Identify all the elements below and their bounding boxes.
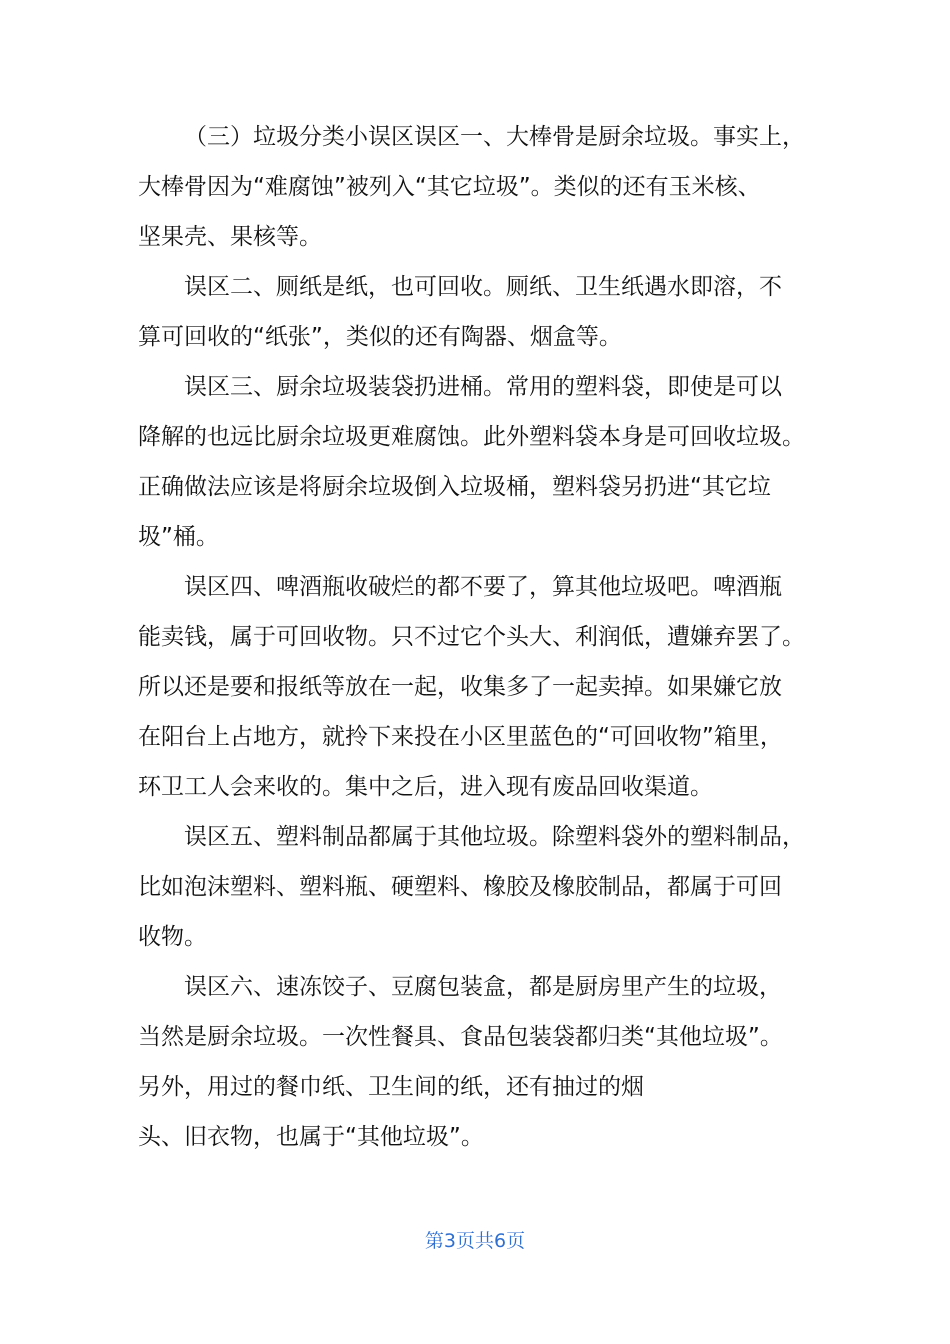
text-line: 误区六、速冻饺子、豆腐包装盒，都是厨房里产生的垃圾， bbox=[184, 974, 782, 1000]
text-line: 环卫工人会来收的。集中之后，进入现有废品回收渠道。 bbox=[138, 774, 713, 800]
text-line: 大棒骨因为“难腐蚀”被列入“其它垃圾”。类似的还有玉米核、 bbox=[138, 174, 761, 200]
text-line: 正确做法应该是将厨余垃圾倒入垃圾桶，塑料袋另扔进“其它垃 bbox=[138, 474, 771, 500]
paragraph-misconception-3 bbox=[138, 362, 828, 562]
text-line: 误区三、厨余垃圾装袋扔进桶。常用的塑料袋，即使是可以 bbox=[184, 374, 782, 400]
page-number-footer: 第3页共6页 bbox=[424, 1230, 526, 1252]
text-line: 另外，用过的餐巾纸、卫生间的纸，还有抽过的烟 bbox=[138, 1074, 644, 1100]
text-line: 收物。 bbox=[138, 924, 207, 950]
text-line: 比如泡沫塑料、塑料瓶、硬塑料、橡胶及橡胶制品，都属于可回 bbox=[138, 874, 782, 900]
text-line: 当然是厨余垃圾。一次性餐具、食品包装袋都归类“其他垃圾”。 bbox=[138, 1024, 783, 1050]
text-line: 误区四、啤酒瓶收破烂的都不要了，算其他垃圾吧。啤酒瓶 bbox=[184, 574, 782, 600]
text-line: 所以还是要和报纸等放在一起，收集多了一起卖掉。如果嫌它放 bbox=[138, 674, 782, 700]
text-line: 误区五、塑料制品都属于其他垃圾。除塑料袋外的塑料制品， bbox=[184, 824, 805, 850]
document-body bbox=[138, 112, 828, 1162]
paragraph-misconception-5 bbox=[138, 812, 828, 962]
text-line: 算可回收的“纸张”，类似的还有陶器、烟盒等。 bbox=[138, 324, 622, 350]
text-line: 能卖钱，属于可回收物。只不过它个头大、利润低，遭嫌弃罢了。 bbox=[138, 624, 805, 650]
paragraph-misconception-6 bbox=[138, 962, 828, 1162]
text-line: 在阳台上占地方，就拎下来投在小区里蓝色的“可回收物”箱里， bbox=[138, 724, 783, 750]
text-line: （三）垃圾分类小误区误区一、大棒骨是厨余垃圾。事实上， bbox=[184, 124, 805, 150]
paragraph-misconception-2 bbox=[138, 262, 828, 362]
paragraph-intro-misconception-1 bbox=[138, 112, 828, 262]
text-line: 头、旧衣物，也属于“其他垃圾”。 bbox=[138, 1124, 484, 1150]
text-line: 圾”桶。 bbox=[138, 524, 219, 550]
text-line: 误区二、厕纸是纸，也可回收。厕纸、卫生纸遇水即溶，不 bbox=[184, 274, 782, 300]
text-line: 降解的也远比厨余垃圾更难腐蚀。此外塑料袋本身是可回收垃圾。 bbox=[138, 424, 805, 450]
text-line: 坚果壳、果核等。 bbox=[138, 224, 322, 250]
paragraph-misconception-4 bbox=[138, 562, 828, 812]
